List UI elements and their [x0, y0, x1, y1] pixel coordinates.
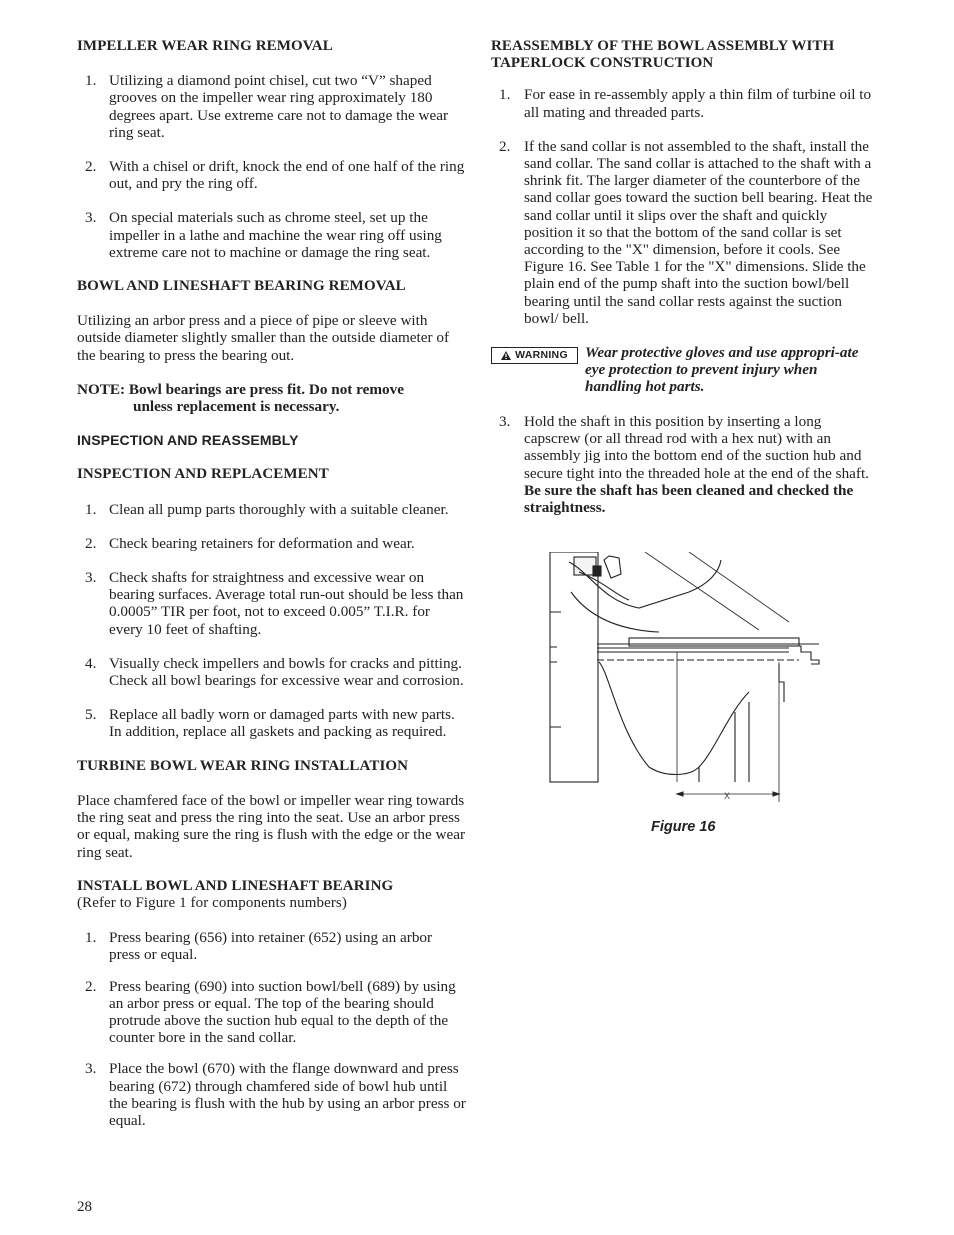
note-line-2: unless replacement is necessary.	[133, 398, 340, 416]
warning-badge	[491, 347, 578, 364]
list-item	[77, 706, 467, 740]
list-number: 2.	[85, 977, 97, 995]
list-number: 2.	[499, 137, 511, 155]
sand-collar	[629, 638, 799, 646]
list-item	[77, 209, 467, 261]
list-item-text: Utilizing a diamond point chisel, cut two “V” shaped grooves on the impeller wear ring approximately 180 degrees apart. Use extreme care not to damage the wear ring seat.	[109, 72, 449, 141]
list-item	[77, 158, 467, 192]
install-bearing-list	[77, 929, 467, 1129]
list-item	[77, 535, 467, 552]
list-item-text: Visually check impellers and bowls for cracks and pitting. Check all bowl bearings for excessive wear and corrosion.	[109, 654, 464, 690]
install-bearing-subtitle: (Refer to Figure 1 for components numbers)	[77, 894, 347, 911]
install-bearing-title: INSTALL BOWL AND LINESHAFT BEARING	[77, 877, 394, 894]
bearing-removal-paragraph: Utilizing an arbor press and a piece of pipe or sleeve with outside diameter slightly smaller than the outside diameter of the bearing to press the bearing out.	[77, 312, 449, 364]
pump-shaft	[597, 648, 789, 652]
list-number: 3.	[499, 413, 511, 431]
list-number: 5.	[85, 706, 97, 724]
list-item-text: If the sand collar is not assembled to the shaft, install the sand collar. The sand collar is attached to the shaft with a shrink fit. The larger diameter of the counterbore of the sand collar goes toward the suction bell bearing. Heat the sand collar until it slips over the shaft and quickly position it so that the bottom of the sand collar is set according to the "X" dimension, before it cools. See Figure 16. See Table 1 for the "X" dimensions. Slide the plain end of the pump shaft into the suction bowl/bell bearing until the sand collar rests against the suction bowl/ bell.	[524, 137, 873, 327]
list-number: 1.	[85, 500, 97, 518]
section-heading-impeller-wear-ring-removal: IMPELLER WEAR RING REMOVAL	[77, 38, 333, 54]
list-item-text: On special materials such as chrome steel, set up the impeller in a lathe and machine the wear ring off using extreme care not to machine or damage the ring seat.	[109, 209, 442, 261]
list-item-text: For ease in re-assembly apply a thin film of turbine oil to all mating and threaded parts.	[524, 86, 872, 121]
list-number: 3.	[85, 569, 97, 587]
impeller-wear-ring-removal-list	[77, 72, 467, 261]
list-item-text: Hold the shaft in this position by inserting a long capscrew (or all thread rod with a hex nut) with an assembly jig into the bottom end of the suction hub and secure tight into the threaded hole at the end of the shaft.	[524, 413, 869, 482]
list-number: 4.	[85, 654, 97, 672]
list-item-text: Press bearing (656) into retainer (652) using an arbor press or equal.	[109, 929, 433, 964]
list-item-text: Check bearing retainers for deformation and wear.	[109, 534, 415, 552]
list-item	[77, 655, 467, 689]
list-item	[77, 1060, 467, 1129]
list-number: 2.	[85, 534, 97, 552]
list-number: 3.	[85, 209, 97, 227]
section-heading-reassembly-taperlock: REASSEMBLY OF THE BOWL ASSEMBLY WITH TAPERLOCK CONSTRUCTION	[491, 38, 835, 72]
section-heading-wear-ring-installation: TURBINE BOWL WEAR RING INSTALLATION	[77, 757, 409, 774]
list-item-bold-text: Be sure the shaft has been cleaned and checked the straightness.	[524, 481, 854, 517]
list-item	[77, 929, 467, 963]
list-number: 3.	[85, 1060, 97, 1078]
page-number: 28	[77, 1199, 92, 1215]
section-heading-bearing-removal: BOWL AND LINESHAFT BEARING REMOVAL	[77, 278, 406, 295]
list-item-text: Place the bowl (670) with the flange downward and press bearing (672) through chamfered side of bowl hub until the bearing is flush with the hub by using an arbor press or equal.	[109, 1060, 466, 1129]
note-line-1: NOTE: Bowl bearings are press fit. Do not remove	[77, 380, 404, 398]
seal-detail	[593, 566, 601, 576]
warning-callout	[491, 344, 876, 396]
right-column	[491, 38, 876, 533]
inspection-list	[77, 501, 467, 741]
left-column	[77, 38, 467, 1146]
list-item-text: Clean all pump parts thoroughly with a suitable cleaner.	[109, 500, 449, 518]
list-item	[77, 72, 467, 141]
list-number: 2.	[85, 158, 97, 176]
list-number: 1.	[499, 86, 511, 104]
list-item	[491, 86, 876, 120]
list-number: 1.	[85, 929, 97, 947]
list-number: 1.	[85, 72, 97, 90]
suction-bell-flange	[550, 552, 598, 782]
figure-caption: Figure 16	[651, 819, 716, 835]
reassembly-list	[491, 86, 876, 327]
section-heading-inspection-reassembly: INSPECTION AND REASSEMBLY	[77, 432, 299, 449]
warning-triangle-icon	[501, 351, 511, 360]
list-item-text: With a chisel or drift, knock the end of one half of the ring out, and pry the ring off.	[109, 158, 465, 193]
list-item	[77, 501, 467, 518]
section-heading-inspection-replacement: INSPECTION AND REPLACEMENT	[77, 466, 329, 483]
list-item-text: Replace all badly worn or damaged parts with new parts. In addition, replace all gaskets and packing as required.	[109, 706, 455, 741]
reassembly-list-continued	[491, 413, 876, 516]
dimension-x-label: X	[724, 791, 731, 801]
warning-text: Wear protective gloves and use appropri-ate eye protection to prevent injury when handling hot parts.	[585, 344, 859, 396]
list-item	[491, 413, 876, 516]
list-item-text: Press bearing (690) into suction bowl/bell (689) by using an arbor press or equal. The top of the bearing should protrude above the suction hub equal to the depth of the counter bore in the sand collar.	[109, 977, 456, 1047]
wear-ring-installation-paragraph: Place chamfered face of the bowl or impeller wear ring towards the ring seat and press the ring into the seat. Use an arbor press or equal, making sure the ring is flush with the edge or the wear ring seat.	[77, 791, 466, 861]
list-item	[77, 978, 467, 1047]
figure-16-drawing	[549, 552, 821, 808]
section-heading-install-bearing	[77, 878, 467, 912]
note-block	[77, 381, 467, 415]
list-item-text: Check shafts for straightness and excessive wear on bearing surfaces. Average total run-out should be less than 0.0005” TIR per foot, not to exceed 0.005” T.I.R. for every 10 feet of shafting.	[109, 569, 464, 638]
suction-bowl-profile	[599, 662, 749, 775]
list-item	[491, 138, 876, 327]
list-item	[77, 569, 467, 638]
bowl-contour	[645, 552, 789, 630]
warning-label: WARNING	[515, 348, 568, 361]
